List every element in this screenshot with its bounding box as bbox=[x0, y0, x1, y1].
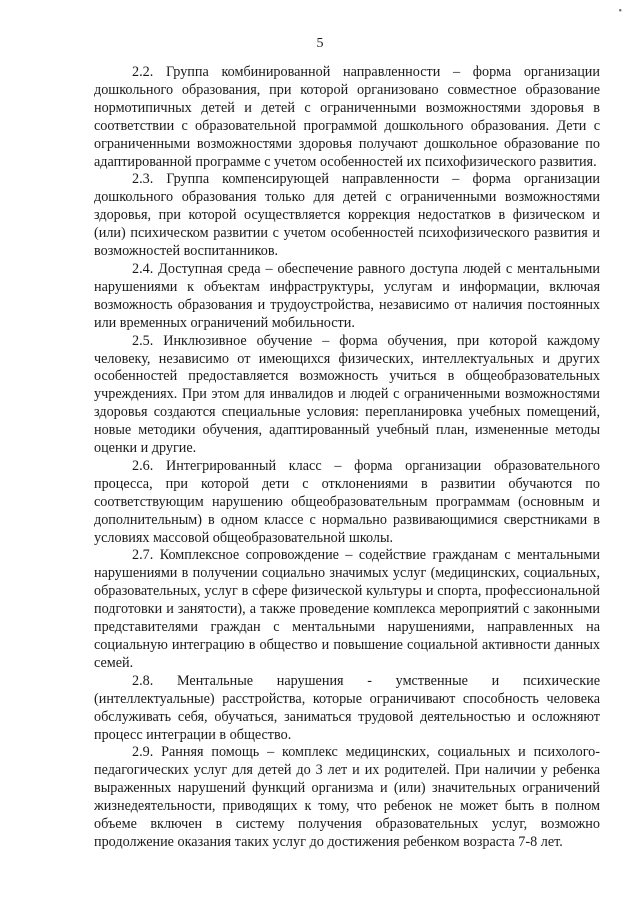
paragraph-2-2: 2.2. Группа комбинированной направленности – форма организации дошкольного образования, при которой организовано совместное образование нормотипичных детей и детей с ограниченными возможностями здоровья в соответствии с образовательной программой дошкольного образования. Дети с ограниченными возможностями здоровья получают дошкольное образование по адаптированной программе с учетом особенностей их психофизического развития. bbox=[94, 64, 600, 170]
document-body bbox=[94, 64, 600, 852]
corner-mark: • bbox=[618, 6, 622, 17]
paragraph-2-4: 2.4. Доступная среда – обеспечение равного доступа людей с ментальными нарушениями к объектам инфраструктуры, услугам и информации, включая возможность образования и трудоустройства, независимо от наличия постоянных или временных ограничений мобильности. bbox=[94, 260, 600, 331]
paragraph-2-9: 2.9. Ранняя помощь – комплекс медицинских, социальных и психолого-педагогических услуг для детей до 3 лет и их родителей. При наличии у ребенка выраженных нарушений функций организма и (или) значительных ограничений жизнедеятельности, приводящих к тому, что ребенок не может быть в полном объеме включен в систему получения образовательных услуг, возможно продолжение оказания таких услуг до достижения ребенком возраста 7-8 лет. bbox=[94, 744, 600, 850]
paragraph-2-8: 2.8. Ментальные нарушения - умственные и психические (интеллектуальные) расстройства, которые ограничивают способность человека обслуживать себя, обучаться, заниматься трудовой деятельностью и осложняют процесс интеграции в общество. bbox=[94, 672, 600, 743]
paragraph-2-6: 2.6. Интегрированный класс – форма организации образовательного процесса, при которой дети с отклонениями в развитии обучаются по соответствующим нарушению общеобразовательным программам (основным и дополнительным) в одном классе с нормально развивающимися сверстниками в условиях массовой общеобразовательной школы. bbox=[94, 457, 600, 546]
page-number: 5 bbox=[316, 36, 324, 51]
paragraph-2-7: 2.7. Комплексное сопровождение – содействие гражданам с ментальными нарушениями в получении социально значимых услуг (медицинских, социальных, образовательных, услуг в сфере физической культуры и спорта, профессиональной подготовки и занятости), а также проведение комплекса мероприятий с законными представителями граждан с ментальными нарушениями, направленных на социальную интеграцию в общество и повышение социальной активности данных семей. bbox=[94, 547, 600, 671]
paragraph-2-5: 2.5. Инклюзивное обучение – форма обучения, при которой каждому человеку, независимо от имеющихся физических, интеллектуальных и других особенностей предоставляется возможность учиться в общеобразовательных учреждениях. При этом для инвалидов и людей с ограниченными возможностями здоровья создаются специальные условия: перепланировка учебных помещений, новые методики обучения, адаптированный учебный план, измененные методы оценки и другие. bbox=[94, 332, 600, 457]
paragraph-2-3: 2.3. Группа компенсирующей направленности – форма организации дошкольного образования только для детей с ограниченными возможностями здоровья, при которой осуществляется коррекция недостатков в физическом и (или) психическом развитии с учетом особенностей психофизического развития и возможностей воспитанников. bbox=[94, 171, 600, 260]
